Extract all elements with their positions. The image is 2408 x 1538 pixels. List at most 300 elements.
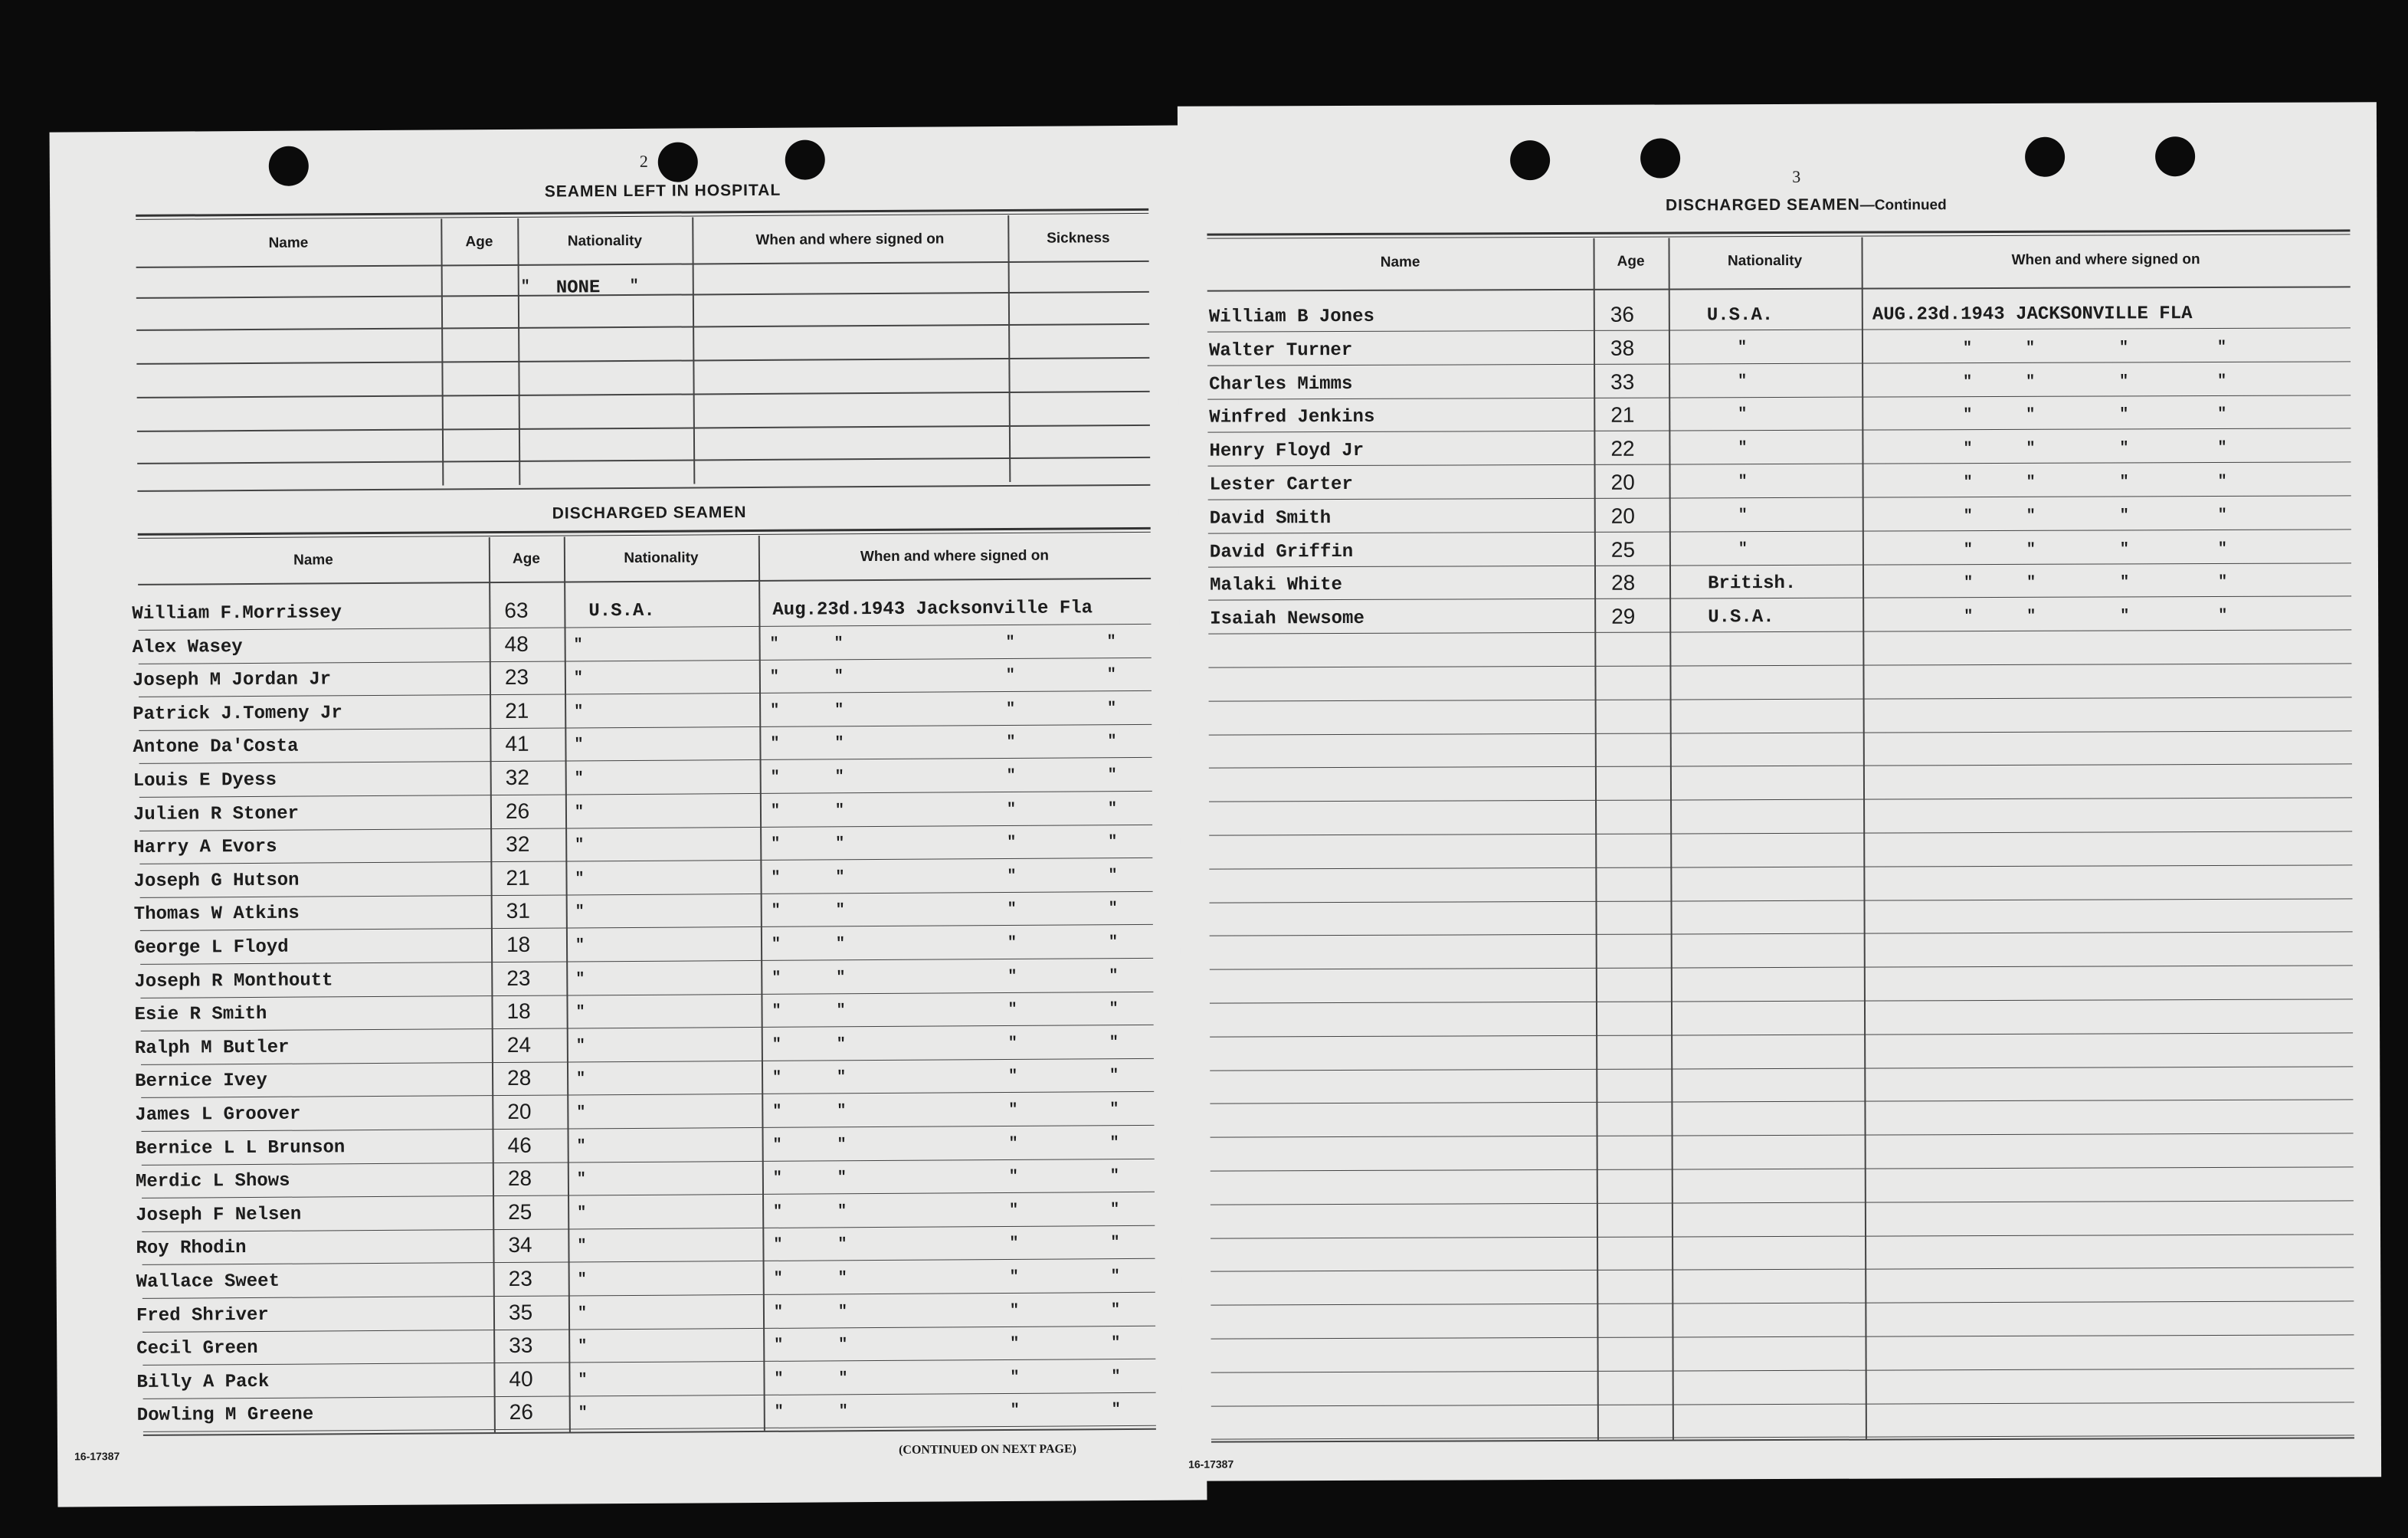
ditto-mark: " [772,1136,782,1154]
ditto-mark: " [2119,405,2129,424]
row-line [136,357,1149,365]
row-line [1208,462,2351,467]
column-divider [441,218,444,485]
seaman-name: Bernice L L Brunson [135,1136,346,1159]
ditto-mark: " [770,768,780,786]
row-line [1211,1200,2354,1205]
row-line [137,457,1150,464]
ditto-mark: " [837,1235,847,1254]
row-line [143,1428,1156,1436]
seaman-name: Ralph M Butler [134,1037,290,1059]
ditto-mark: " [1107,733,1117,751]
row-line [142,1192,1155,1199]
ditto-mark: " [773,1202,783,1221]
seaman-age: 36 [1610,302,1635,326]
row-line [142,1225,1155,1232]
ditto-mark: " [771,835,781,854]
row-line [1210,999,2353,1003]
ditto-mark: " [1963,540,1973,559]
seaman-age: 21 [505,698,529,723]
row-line [1209,697,2352,701]
ditto-mark: " [1009,1267,1019,1286]
ditto-mark: " [838,1402,848,1421]
nationality-value: U.S.A. [588,600,655,622]
ditto-mark: " [772,969,781,987]
signed-on-value: AUG.23d.1943 JACKSONVILLE FLA [1872,303,2193,326]
ditto-mark: " [576,1103,586,1122]
ditto-mark: " [574,703,584,721]
ditto-mark: " [1009,1201,1019,1219]
ditto-mark: " [1963,474,1973,492]
nationality-value: " [1738,506,1748,524]
ditto-mark: " [575,870,585,888]
discharged-continued-title [1637,195,1974,215]
ditto-mark: " [769,667,779,687]
title-suffix: —Continued [1859,197,1947,214]
seaman-name: Joseph M Jordan Jr [132,669,332,692]
row-line [1211,1234,2354,1238]
page-number: 3 [1792,166,1801,186]
ditto-mark: " [2216,338,2227,356]
seaman-age: 22 [1610,436,1635,461]
ditto-mark: " [2025,339,2036,357]
seaman-name: Louis E Dyess [133,769,277,792]
row-line [139,690,1152,697]
ditto-mark: " [1108,866,1118,884]
row-line [1211,1402,2354,1406]
seaman-age: 25 [1610,537,1636,562]
ditto-mark: " [1108,900,1118,918]
column-divider [489,537,496,1432]
ditto-mark: " [574,802,585,821]
ditto-mark: " [837,1169,847,1187]
table-rule [138,527,1151,539]
row-line [139,657,1152,664]
seaman-age: 20 [507,1099,532,1123]
ditto-mark: " [1008,1168,1018,1186]
column-header: Name [268,234,309,251]
row-line [140,891,1153,898]
ditto-mark: " [2119,372,2129,391]
row-line [136,261,1149,268]
ditto-mark: " [770,735,780,753]
column-header: When and where signed on [755,231,945,248]
ditto-mark: " [772,1102,782,1120]
nationality-value: " [1738,539,1748,558]
row-line [1208,630,2351,635]
seaman-age: 20 [1610,503,1635,528]
row-line [1211,1368,2354,1372]
ditto-mark: " [773,1269,783,1287]
left-page [50,125,1207,1507]
ditto-mark: " [770,802,781,820]
nationality-value: " [1738,439,1748,457]
row-line [143,1392,1156,1399]
ditto-mark: " [1107,699,1117,717]
ditto-mark: " [836,1002,846,1020]
seaman-name: Bernice Ivey [135,1071,268,1093]
row-line [136,323,1149,331]
row-line [139,724,1152,731]
ditto-mark: " [838,1369,848,1388]
ditto-mark: " [578,1404,588,1422]
ditto-mark: " [1110,1300,1121,1319]
ditto-mark: " [576,1170,586,1189]
seaman-age: 23 [506,966,531,990]
ditto-mark: " [1107,799,1118,818]
column-header: Name [293,552,333,569]
ditto-mark: " [837,1135,847,1153]
ditto-mark: " [837,1102,847,1120]
nationality-value: " [1737,338,1748,356]
ditto-mark: " [1109,1033,1119,1051]
ditto-mark: " [773,1236,783,1254]
ditto-mark: " [2026,473,2036,491]
ditto-mark: " [1005,633,1015,651]
ditto-mark: " [1006,766,1016,785]
ditto-mark: " [834,801,845,819]
seaman-age: 28 [507,1166,532,1191]
binder-hole [269,146,309,186]
ditto-mark: " [774,1403,784,1422]
seaman-age: 33 [1610,369,1635,394]
seaman-name: Henry Floyd Jr [1209,441,1365,462]
ditto-mark: " [1007,967,1017,985]
seaman-age: 33 [509,1333,533,1358]
seaman-name: Joseph F Nelsen [136,1204,302,1226]
column-divider [1668,238,1673,1439]
row-line [1211,1133,2354,1138]
ditto-mark: " [838,1336,848,1354]
seaman-name: Patrick J.Tomeny Jr [133,703,342,725]
ditto-mark: " [520,277,530,296]
ditto-mark: " [1008,1067,1018,1086]
seaman-name: Antone Da'Costa [133,736,299,759]
row-line [1211,1267,2354,1272]
ditto-mark: " [2218,573,2228,592]
ditto-mark: " [772,1069,782,1087]
row-line [1209,864,2352,869]
ditto-mark: " [1005,667,1015,685]
row-line [1211,1301,2354,1306]
ditto-mark: " [772,1169,782,1188]
seaman-name: Roy Rhodin [136,1238,247,1260]
ditto-mark: " [1108,833,1118,851]
seaman-age: 29 [1611,604,1636,628]
seaman-name: Cecil Green [136,1338,258,1360]
seaman-age: 23 [504,664,529,690]
ditto-mark: " [835,901,845,920]
ditto-mark: " [1009,1235,1019,1253]
table-rule [136,208,1148,220]
title-text: DISCHARGED SEAMEN [1665,195,1860,215]
ditto-mark: " [2026,540,2036,559]
ditto-mark: " [1962,339,1973,357]
ditto-mark: " [576,1136,586,1156]
ditto-mark: " [1107,766,1117,785]
column-header: Nationality [1727,252,1803,270]
seaman-age: 34 [508,1233,532,1258]
ditto-mark: " [836,968,846,986]
seaman-age: 41 [505,732,529,756]
column-divider [1007,215,1011,482]
ditto-mark: " [1006,700,1016,718]
seaman-name: George L Floyd [133,936,289,959]
ditto-mark: " [837,1202,847,1221]
ditto-mark: " [834,701,844,720]
ditto-mark: " [1111,1334,1121,1353]
ditto-mark: " [1109,966,1119,985]
row-line [140,958,1153,965]
row-line [143,1258,1155,1265]
ditto-mark: " [1109,1067,1119,1085]
seaman-name: Winfred Jenkins [1209,407,1375,428]
column-header: Age [1617,253,1645,270]
column-divider [758,536,765,1431]
nationality-value: U.S.A. [1706,305,1774,326]
ditto-mark: " [1007,900,1017,919]
seaman-age: 28 [1610,571,1636,595]
ditto-mark: " [1010,1368,1020,1386]
row-line [143,1359,1155,1366]
seaman-name: Alex Wasey [132,636,243,658]
seaman-name: Malaki White [1210,575,1342,596]
nationality-value: U.S.A. [1708,607,1774,628]
ditto-mark: " [574,736,584,754]
row-line [139,824,1152,831]
seaman-name: James L Groover [135,1103,301,1126]
column-divider [692,217,695,484]
ditto-mark: " [1007,1034,1017,1052]
binder-hole [2155,136,2195,176]
ditto-mark: " [575,1037,585,1055]
ditto-mark: " [1008,1100,1018,1119]
seaman-name: Billy A Pack [136,1371,270,1393]
seaman-name: Esie R Smith [134,1004,267,1026]
ditto-mark: " [2026,507,2036,525]
ditto-mark: " [2118,339,2129,357]
column-divider [517,218,520,485]
ditto-mark: " [2120,607,2130,625]
ditto-mark: " [835,868,845,887]
seaman-age: 25 [508,1199,532,1224]
seaman-name: William B Jones [1208,306,1374,328]
row-line [1207,395,2351,399]
ditto-mark: " [629,277,639,295]
seaman-name: Charles Mimms [1209,373,1353,395]
row-line [1210,1066,2353,1071]
nationality-value: British. [1708,573,1797,595]
seaman-age: 26 [505,799,530,823]
ditto-mark: " [773,1303,784,1321]
row-line [141,1025,1154,1031]
row-line [1209,898,2352,903]
seaman-name: Harry A Evors [133,836,277,859]
row-line [143,1325,1155,1332]
seaman-age: 32 [506,831,530,857]
ditto-mark: " [2026,608,2036,626]
column-header: Age [465,234,493,251]
ditto-mark: " [575,836,585,854]
column-divider [1861,238,1866,1439]
seaman-age: 21 [1610,403,1635,428]
ditto-mark: " [837,1269,847,1287]
row-line [137,425,1150,432]
ditto-mark: " [2119,473,2129,491]
continued-note: (CONTINUED ON NEXT PAGE) [899,1442,1076,1457]
seaman-age: 28 [506,1066,532,1090]
row-line [1210,1100,2353,1104]
row-line [1209,798,2352,802]
column-header: Nationality [624,549,699,567]
ditto-mark: " [769,635,779,653]
ditto-mark: " [2217,439,2227,457]
row-line [141,1058,1154,1065]
ditto-mark: " [1963,372,1973,391]
row-line [1208,562,2351,567]
ditto-mark: " [575,903,585,921]
binder-hole [2025,137,2065,177]
ditto-mark: " [2026,406,2036,425]
row-line [140,991,1153,998]
column-header: Age [512,550,540,567]
seaman-name: Dowling M Greene [136,1404,314,1427]
ditto-mark: " [774,1369,784,1388]
ditto-mark: " [834,734,844,753]
ditto-mark: " [834,634,844,652]
column-header: Nationality [567,232,643,250]
ditto-mark: " [578,1371,588,1389]
row-line [1207,286,2351,291]
ditto-mark: " [1111,1367,1121,1386]
ditto-mark: " [573,635,583,654]
seaman-age: 18 [506,999,531,1024]
row-line [1208,495,2351,500]
ditto-mark: " [573,669,583,687]
row-line [139,791,1152,798]
ditto-mark: " [1010,1335,1020,1353]
seaman-age: 20 [1610,470,1635,494]
ditto-mark: " [1109,1100,1119,1119]
row-line [1208,529,2351,533]
ditto-mark: " [1110,1267,1120,1286]
ditto-mark: " [2026,574,2036,592]
ditto-mark: " [1007,834,1017,852]
column-divider [564,536,571,1431]
ditto-mark: " [1106,632,1116,651]
ditto-mark: " [2217,372,2227,390]
ditto-mark: " [770,701,780,720]
ditto-mark: " [577,1237,587,1255]
seaman-age: 31 [506,899,531,923]
binder-hole [1640,138,1680,178]
ditto-mark: " [578,1337,588,1356]
ditto-mark: " [1007,867,1017,885]
ditto-mark: " [1006,733,1016,752]
ditto-mark: " [2026,440,2036,458]
ditto-mark: " [1963,406,1973,425]
seaman-name: David Smith [1209,507,1332,530]
ditto-mark: " [774,1336,784,1355]
ditto-mark: " [2217,506,2227,524]
ditto-mark: " [1007,1001,1017,1019]
row-line [139,858,1152,864]
seaman-age: 24 [506,1032,532,1057]
row-line [1208,663,2351,667]
ditto-mark: " [1964,574,1974,592]
ditto-mark: " [2217,539,2227,558]
row-line [139,757,1152,764]
ditto-mark: " [1963,440,1973,458]
row-line [1207,428,2351,433]
row-line [140,924,1153,931]
hospital-section-title: SEAMEN LEFT IN HOSPITAL [544,181,781,201]
row-line [136,291,1149,299]
row-line [1210,932,2353,936]
ditto-mark: " [575,1003,585,1022]
ditto-mark: " [771,935,781,953]
binder-hole [1510,140,1550,180]
ditto-mark: " [1007,933,1017,952]
column-header: Name [1380,254,1420,271]
form-number: 16-17387 [1188,1458,1234,1471]
binder-hole [658,142,698,182]
seaman-age: 35 [508,1300,533,1324]
ditto-mark: " [575,936,585,955]
ditto-mark: " [834,768,844,786]
seaman-age: 23 [508,1266,532,1290]
ditto-mark: " [837,1068,847,1087]
seaman-age: 18 [506,932,531,956]
seaman-name: Lester Carter [1209,474,1353,496]
table-rule [1207,229,2350,238]
ditto-mark: " [2119,507,2129,525]
form-number: 16-17387 [74,1450,120,1463]
row-line [1207,361,2351,366]
ditto-mark: " [772,1035,781,1054]
row-line [141,1091,1154,1098]
seaman-age: 32 [505,765,529,789]
ditto-mark: " [2120,573,2130,592]
row-line [137,484,1150,492]
ditto-mark: " [834,667,844,686]
ditto-mark: " [574,769,584,788]
seaman-age: 38 [1610,336,1635,360]
ditto-mark: " [2119,539,2129,559]
row-line [141,1125,1154,1132]
ditto-mark: " [1009,1301,1020,1320]
ditto-mark: " [1963,507,1973,525]
ditto-mark: " [835,935,846,953]
row-line [1209,831,2352,835]
ditto-mark: " [1109,1167,1119,1185]
ditto-mark: " [576,1070,586,1088]
seaman-name: Joseph R Monthoutt [134,969,333,992]
ditto-mark: " [2217,472,2227,491]
nationality-value: " [1738,473,1748,491]
nationality-value: NONE [555,277,601,299]
row-line [1210,966,2353,970]
column-divider [1593,238,1598,1440]
seaman-age: 26 [509,1400,533,1425]
seaman-age: 21 [506,865,530,890]
column-header: Sickness [1047,230,1110,247]
ditto-mark: " [1006,800,1017,818]
row-line [1209,764,2352,769]
seaman-name: Julien R Stoner [133,803,300,825]
ditto-mark: " [772,1002,781,1021]
seaman-name: William F.Morrissey [132,602,342,625]
